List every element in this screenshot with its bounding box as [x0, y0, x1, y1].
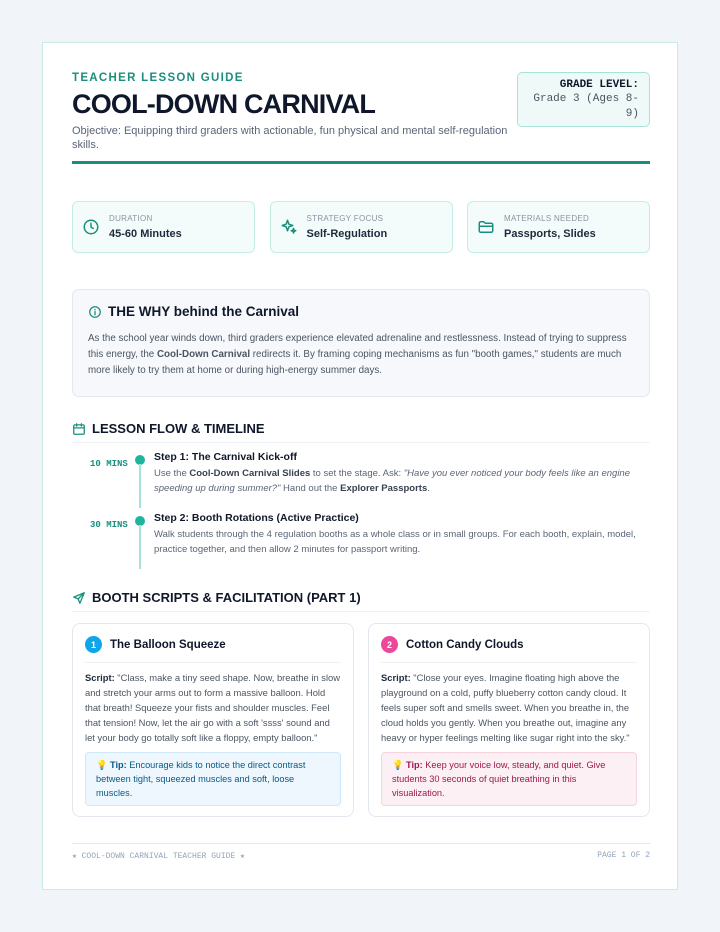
booth-card — [72, 623, 354, 817]
booth-script — [85, 670, 341, 745]
step-description: Walk students through the 4 regulation booths as a whole class or in small groups. For each booth, explain, model, practice together, and then allow 2 minutes for passport writing. — [154, 529, 636, 555]
section-title: LESSON FLOW & TIMELINE — [92, 421, 265, 436]
script-text: "Close your eyes. Imagine floating high above the playground on a cold, puffy blueberry cotton candy cloud. It feels super soft and smells sweet. When you breathe in, the cloud holds you gently. When you breathe out, imagine any heavy or hyper feelings melting like sugar right into the sky." — [381, 672, 630, 743]
stat-label: DURATION — [109, 214, 153, 223]
eyebrow: TEACHER LESSON GUIDE — [72, 72, 244, 84]
folder-icon — [477, 218, 495, 236]
sparkles-icon — [280, 218, 298, 236]
step-emphasis: Cool-Down Carnival Slides — [189, 468, 311, 479]
booth-card — [368, 623, 650, 817]
stat-value: 45-60 Minutes — [109, 228, 182, 240]
stat-value: Passports, Slides — [504, 228, 596, 240]
lesson-guide-page — [42, 42, 678, 890]
why-title: THE WHY behind the Carnival — [108, 304, 300, 319]
script-label: Script: — [85, 672, 115, 683]
step-title: Step 1: The Carnival Kick-off — [154, 451, 297, 463]
tip-text: Keep your voice low, steady, and quiet. Give students 30 seconds of quiet breathing in this visualization. — [392, 760, 606, 798]
grade-level-box — [517, 72, 650, 127]
timeline-line — [139, 464, 141, 508]
info-icon — [88, 305, 102, 319]
stat-value: Self-Regulation — [306, 228, 388, 240]
lesson-flow-heading — [72, 421, 650, 443]
page-number: PAGE 1 OF 2 — [597, 851, 650, 860]
booth-title: Cotton Candy Clouds — [406, 638, 524, 651]
stat-duration — [72, 201, 255, 253]
stat-materials — [467, 201, 650, 253]
footer — [72, 843, 650, 861]
timeline-line — [139, 525, 141, 569]
stat-label: STRATEGY FOCUS — [306, 214, 384, 223]
step-title: Step 2: Booth Rotations (Active Practice) — [154, 512, 359, 524]
booth-script — [381, 670, 637, 745]
why-emphasis: Cool-Down Carnival — [156, 349, 251, 360]
step-description — [154, 466, 650, 496]
script-text: "Class, make a tiny seed shape. Now, breathe in slow and stretch your arms out to form a massive balloon. Hold that breath! Squeeze your fists and shoulder muscles. Feel that tension! Now, let the air go with a soft 'ssss' sound and let your body go totally soft like a floppy, empty balloon." — [85, 672, 341, 743]
stat-label: MATERIALS NEEDED — [504, 214, 590, 223]
booth-tip — [381, 752, 637, 806]
booth-number-badge: 2 — [381, 636, 398, 653]
footer-title: ★ COOL-DOWN CARNIVAL TEACHER GUIDE ★ — [72, 852, 245, 861]
step-time: 10 MINS — [90, 459, 128, 469]
objective: Objective: Equipping third graders with actionable, fun physical and mental self-regulation skills. — [72, 125, 508, 151]
lightbulb-icon: 💡 — [96, 760, 108, 770]
page-title: COOL-DOWN CARNIVAL — [72, 89, 376, 119]
tip-label: Tip: — [110, 760, 127, 770]
booth-tip — [85, 752, 341, 806]
header-divider — [72, 161, 650, 164]
section-title: BOOTH SCRIPTS & FACILITATION (PART 1) — [92, 590, 361, 605]
step-text: Use the — [154, 468, 190, 479]
booth-title: The Balloon Squeeze — [110, 638, 226, 651]
booth-cards — [72, 623, 650, 817]
why-text: As the school year winds down, third graders experience elevated adrenaline and restlessness. Instead of trying to suppress this energy, the — [88, 333, 627, 360]
tip-text: Encourage kids to notice the direct contrast between tight, squeezed muscles and soft, loose muscles. — [96, 760, 306, 798]
why-body — [88, 331, 634, 379]
script-label: Script: — [381, 672, 411, 683]
calendar-icon — [72, 422, 86, 436]
tip-label: Tip: — [406, 760, 423, 770]
send-icon — [72, 591, 86, 605]
why-section — [72, 289, 650, 397]
step-text: to set the stage. Ask: — [310, 468, 404, 479]
booth-scripts-heading — [72, 590, 650, 612]
step-quote: "Have you ever noticed your body feels like an engine speeding up during summer?" — [154, 468, 630, 494]
step-emphasis: Explorer Passports — [340, 483, 428, 494]
booth-number-badge: 1 — [85, 636, 102, 653]
stat-strategy — [270, 201, 453, 253]
clock-icon — [82, 218, 100, 236]
grade-value: Grade 3 (Ages 8-9) — [533, 93, 639, 120]
step-text: Hand out the — [280, 483, 341, 494]
header — [72, 72, 650, 152]
lightbulb-icon: 💡 — [392, 760, 404, 770]
grade-label: GRADE LEVEL: — [559, 79, 639, 91]
stats-row — [72, 201, 650, 253]
step-time: 30 MINS — [90, 520, 128, 530]
step-text: . — [427, 483, 430, 494]
why-text: redirects it. By framing coping mechanisms as fun "booth games," students are much more likely to try them at home or during high-energy summer days. — [88, 349, 622, 376]
